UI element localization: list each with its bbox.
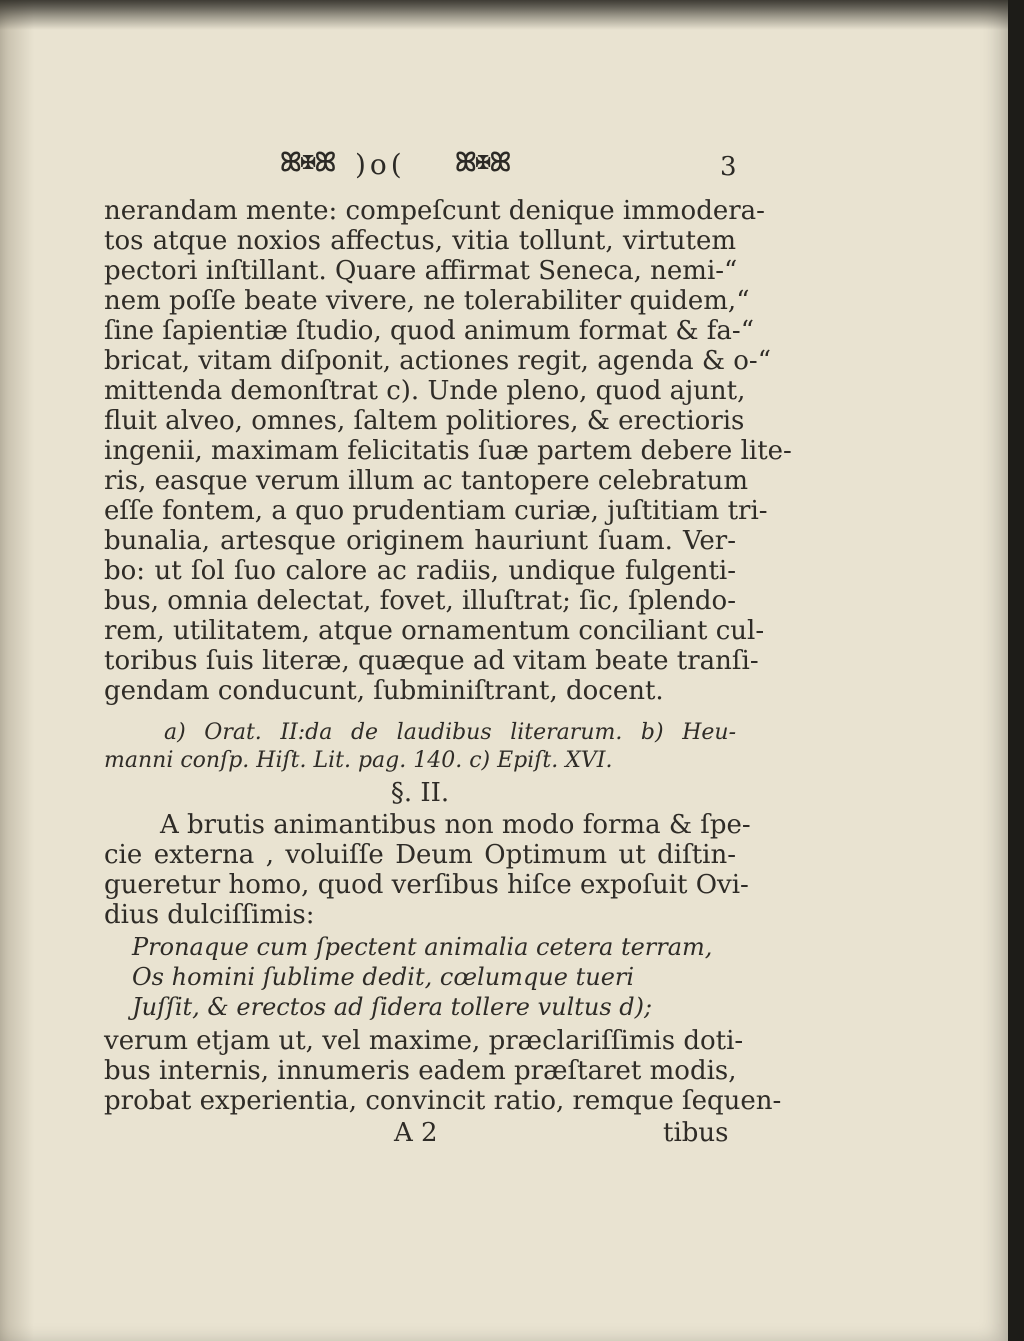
header-mark: )o( — [355, 148, 406, 181]
body-line: nem poſſe beate vivere, ne tolerabiliter quidem,“ — [104, 286, 750, 316]
body-line: ingenii, maximam felicitatis ſuæ partem debere lite- — [104, 436, 792, 466]
section-line: A brutis animantibus non modo forma & ſpe- — [160, 810, 751, 840]
body-line: toribus ſuis literæ, quæque ad vitam beate tranſi- — [104, 646, 759, 676]
body-line: tos atque noxios affectus, vitia tollunt, virtutem — [104, 226, 736, 256]
body-line: bunalia, artesque originem hauriunt ſuam. Ver- — [104, 526, 736, 556]
footnote-line: a) Orat. II:da de laudibus literarum. b) Heu- — [164, 720, 736, 745]
closing-line: bus internis, innumeris eadem præſtaret modis, — [104, 1056, 737, 1086]
section-line: cie externa , voluiſſe Deum Optimum ut diſtin- — [104, 840, 736, 870]
body-line: mittenda demonſtrat c). Unde pleno, quod ajunt, — [104, 376, 746, 406]
verse-line: Juſſit, & erectos ad ſidera tollere vultus d); — [132, 993, 653, 1021]
section-line: dius dulciſſimis: — [104, 900, 315, 930]
body-line: eſſe fontem, a quo prudentiam curiæ, juſtitiam tri- — [104, 496, 768, 526]
footnote-line: manni conſp. Hiſt. Lit. pag. 140. c) Epiſt. XVI. — [104, 748, 613, 773]
right-ornament: ꕤ✠ꕤ — [455, 148, 511, 178]
page-top-edge — [0, 0, 1008, 30]
verse-line: Pronaque cum ſpectent animalia cetera terram, — [132, 933, 713, 961]
body-line: ris, easque verum illum ac tantopere celebratum — [104, 466, 748, 496]
body-line: nerandam mente: compeſcunt denique immodera- — [104, 196, 765, 226]
closing-line: verum etjam ut, vel maxime, præclariſſimis doti- — [104, 1026, 744, 1056]
section-heading: §. II. — [390, 778, 450, 808]
signature-mark: A 2 — [394, 1118, 438, 1148]
body-line: bricat, vitam diſponit, actiones regit, agenda & o-“ — [104, 346, 772, 376]
catchword: tibus — [663, 1118, 729, 1148]
left-ornament: ꕤ✠ꕤ — [280, 148, 336, 178]
section-line: gueretur homo, quod verſibus hiſce expoſuit Ovi- — [104, 870, 749, 900]
verse-line: Os homini ſublime dedit, cœlumque tueri — [132, 963, 635, 991]
body-line: ſine ſapientiæ ſtudio, quod animum format & fa-“ — [104, 316, 754, 346]
body-line: bo: ut ſol ſuo calore ac radiis, undique fulgenti- — [104, 556, 736, 586]
gutter-shadow — [0, 0, 34, 1341]
body-line: gendam conducunt, ſubminiſtrant, docent. — [104, 676, 664, 706]
body-line: rem, utilitatem, atque ornamentum conciliant cul- — [104, 616, 765, 646]
body-line: pectori inſtillant. Quare affirmat Seneca, nemi-“ — [104, 256, 738, 286]
body-line: bus, omnia delectat, fovet, illuſtrat; ſic, ſplendo- — [104, 586, 736, 616]
body-line: fluit alveo, omnes, ſaltem politiores, & erectioris — [104, 406, 745, 436]
page-number: 3 — [720, 152, 737, 182]
running-header — [0, 148, 1008, 188]
closing-line: probat experientia, convincit ratio, remque ſequen- — [104, 1086, 782, 1116]
